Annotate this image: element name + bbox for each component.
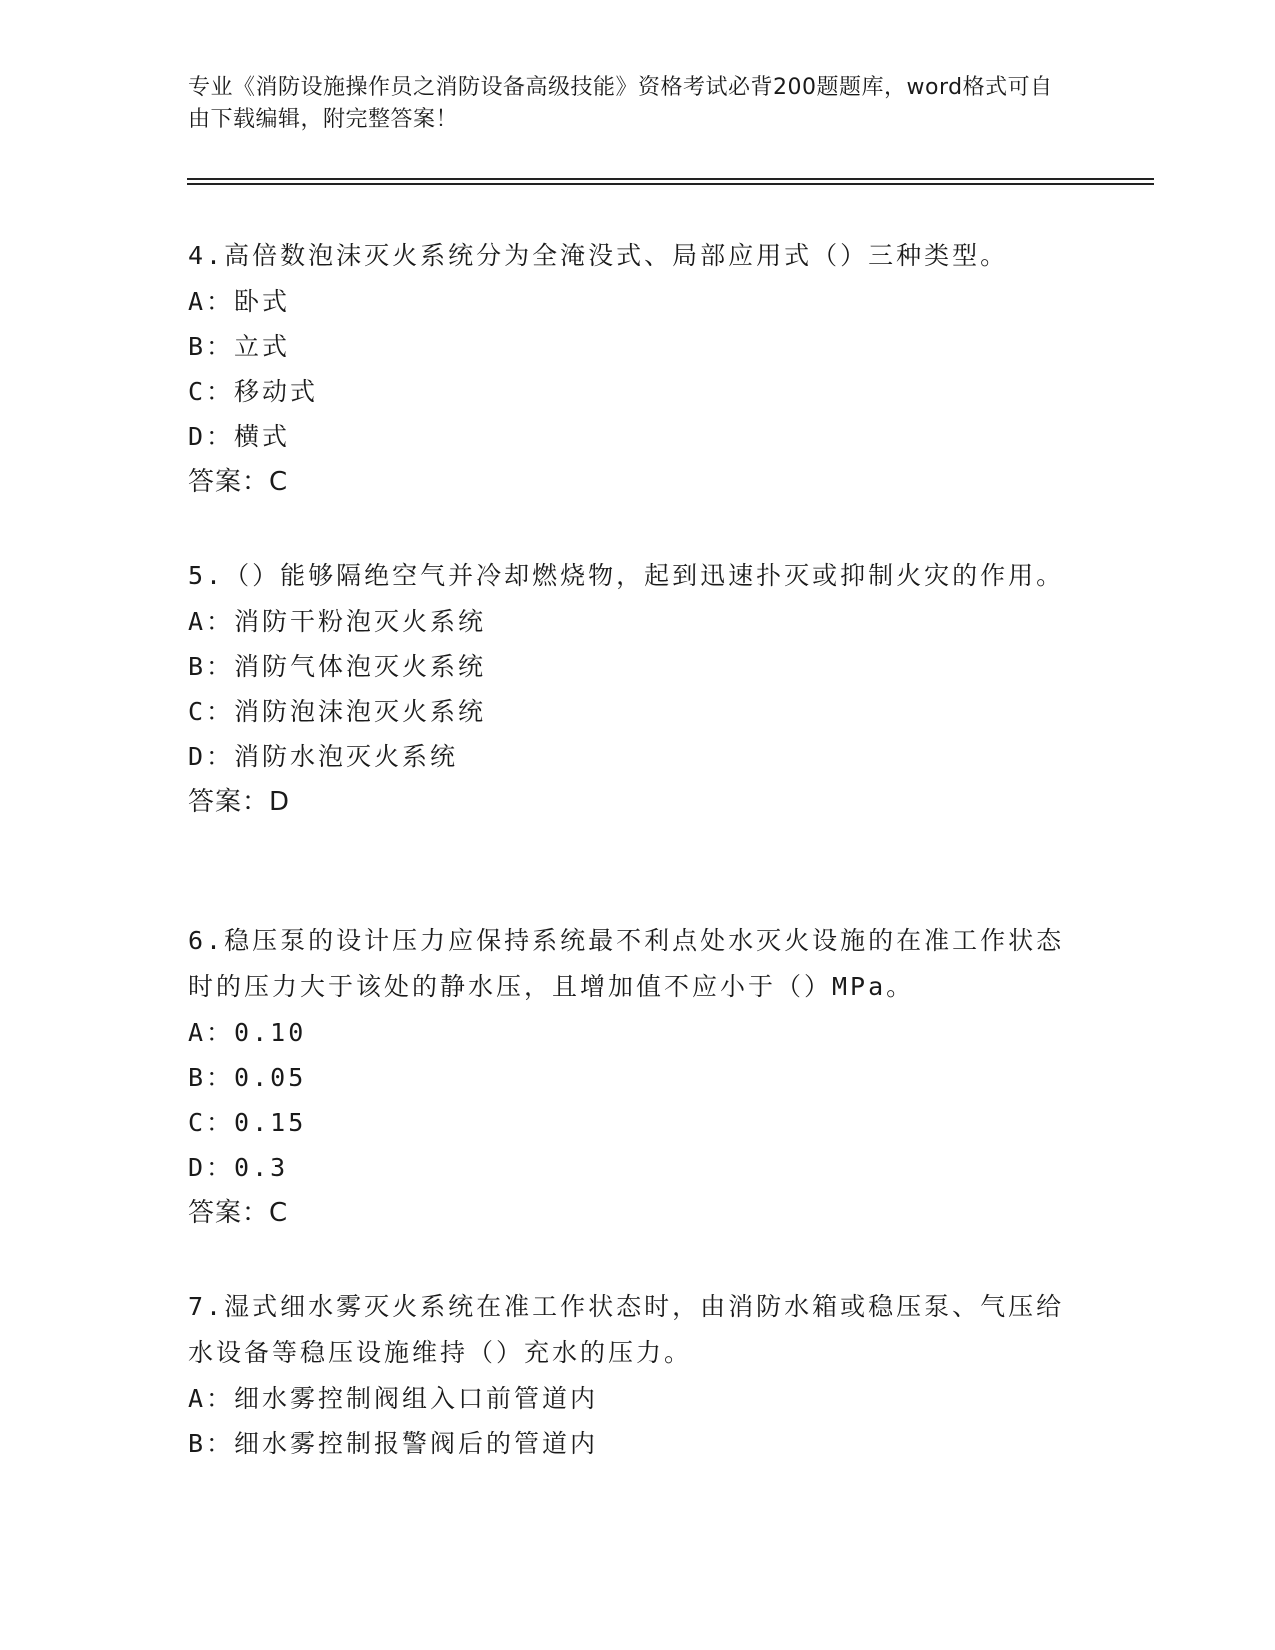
option-d: D：0.3 [188, 1153, 289, 1182]
option-b: B：0.05 [188, 1063, 307, 1092]
question-stem: 7.湿式细水雾灭火系统在准工作状态时，由消防水箱或稳压泵、气压给水设备等稳压设施维持（）充水的压力。 [188, 1292, 1065, 1367]
question-7 [188, 1284, 1068, 1466]
option-b: B：消防气体泡灭火系统 [188, 652, 487, 681]
answer-line: 答案：C [188, 1198, 289, 1228]
option-c: C：移动式 [188, 377, 319, 406]
option-a: A：0.10 [188, 1018, 307, 1047]
option-d: D：消防水泡灭火系统 [188, 742, 459, 771]
option-a: A：卧式 [188, 287, 291, 316]
answer-line: 答案：D [188, 787, 291, 817]
option-b: B：细水雾控制报警阀后的管道内 [188, 1429, 599, 1458]
option-a: A：细水雾控制阀组入口前管道内 [188, 1384, 599, 1413]
question-stem: 6.稳压泵的设计压力应保持系统最不利点处水灭火设施的在准工作状态时的压力大于该处的静水压，且增加值不应小于（）MPa。 [188, 926, 1065, 1001]
header-rule-bottom [187, 183, 1154, 185]
document-header [188, 72, 1068, 136]
question-5 [188, 553, 1068, 825]
header-rule-top [187, 178, 1154, 180]
option-c: C：0.15 [188, 1108, 307, 1137]
question-4 [188, 233, 1068, 505]
question-6 [188, 918, 1068, 1236]
answer-line: 答案：C [188, 467, 289, 497]
option-a: A：消防干粉泡灭火系统 [188, 607, 487, 636]
option-b: B：立式 [188, 332, 291, 361]
option-d: D：横式 [188, 422, 291, 451]
question-stem: 5.（）能够隔绝空气并冷却燃烧物，起到迅速扑灭或抑制火灾的作用。 [188, 561, 1065, 590]
document-title: 专业《消防设施操作员之消防设备高级技能》资格考试必背200题题库，word格式可自由下载编辑，附完整答案！ [188, 75, 1053, 132]
question-stem: 4.高倍数泡沫灭火系统分为全淹没式、局部应用式（）三种类型。 [188, 241, 1009, 270]
option-c: C：消防泡沫泡灭火系统 [188, 697, 487, 726]
